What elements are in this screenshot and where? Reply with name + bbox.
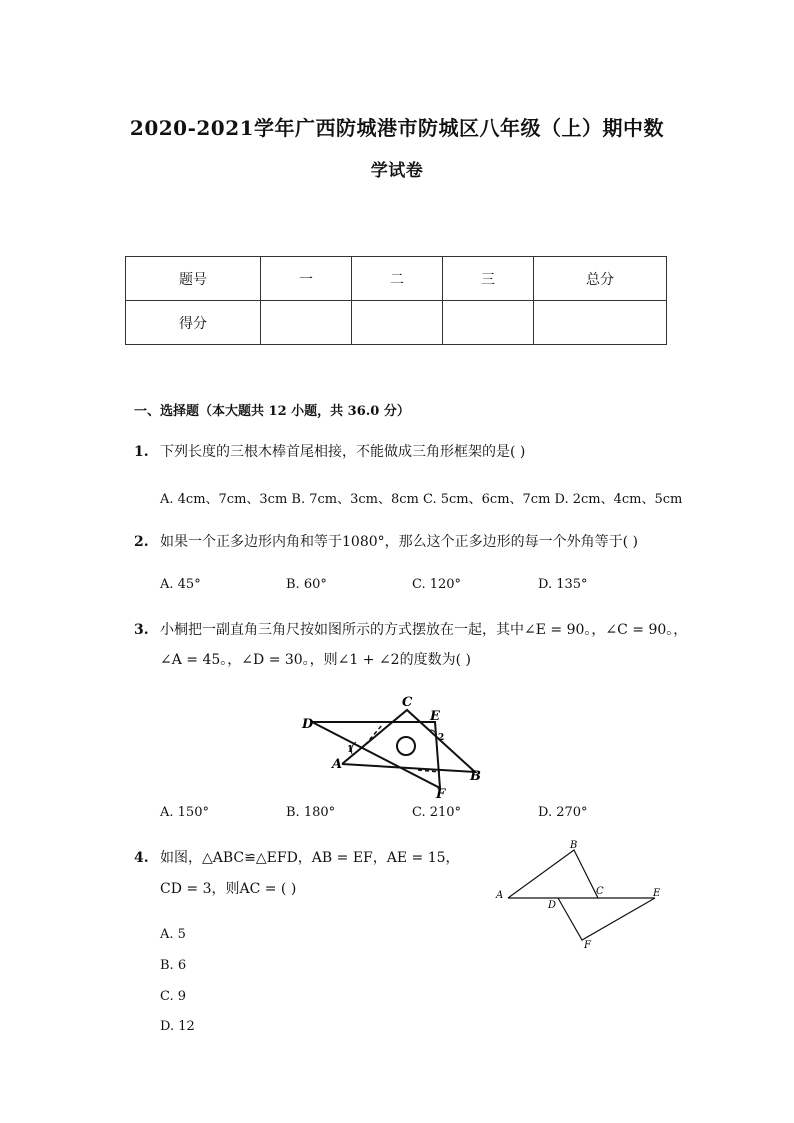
q4-option-a: A. 5 <box>160 927 186 942</box>
q3-number: 3. <box>134 622 149 638</box>
q3-text-line2: ∠A = 45。，∠D = 30。，则∠1 + ∠2的度数为( ) <box>160 652 471 668</box>
q3-label-e: E <box>430 709 440 724</box>
q3-triangle-acb <box>342 710 475 772</box>
q3-figure <box>290 690 490 800</box>
q3-label-d: D <box>302 717 314 732</box>
q2-option-a: A. 45° <box>160 577 201 592</box>
q3-option-b: B. 180° <box>286 805 336 820</box>
q4-option-c: C. 9 <box>160 989 187 1004</box>
q3-circle <box>397 737 415 755</box>
q3-text-line1: 小桐把一副直角三角尺按如图所示的方式摆放在一起，其中∠E = 90。，∠C = 90。， <box>160 622 688 638</box>
paper-title-line2: 学试卷 <box>370 161 424 181</box>
q4-text-line2: CD = 3，则AC = ( ) <box>160 881 297 897</box>
q4-label-a: A <box>496 890 504 901</box>
q2-option-c: C. 120° <box>412 577 462 592</box>
header-cell-part-2: 二 <box>352 257 443 301</box>
q4-figure <box>490 836 670 954</box>
q4-option-b: B. 6 <box>160 958 187 973</box>
q3-label-angle2: 2 <box>438 733 445 743</box>
q1-text: 下列长度的三根木棒首尾相接，不能做成三角形框架的是( ) <box>160 444 526 460</box>
q3-option-c: C. 210° <box>412 805 462 820</box>
section-heading: 一、选择题（本大题共 12 小题，共 36.0 分） <box>134 404 410 419</box>
q4-label-f: F <box>584 940 591 951</box>
q4-option-d: D. 12 <box>160 1019 195 1034</box>
q2-text: 如果一个正多边形内角和等于1080°，那么这个正多边形的每一个外角等于( ) <box>160 534 639 550</box>
q1-options: A. 4cm、7cm、3cm B. 7cm、3cm、8cm C. 5cm、6cm、7cm D. 2cm、4cm、5cm <box>160 492 683 507</box>
q4-number: 4. <box>134 850 149 866</box>
header-cell-part-3: 三 <box>443 257 534 301</box>
q2-number: 2. <box>134 534 149 550</box>
q4-label-d: D <box>548 900 557 911</box>
q1-number: 1. <box>134 444 149 460</box>
q4-triangle-abc <box>508 850 598 898</box>
row-cell-score-label: 得分 <box>126 301 261 345</box>
q3-label-angle1: 1 <box>347 745 354 755</box>
q2-option-d: D. 135° <box>538 577 588 592</box>
q3-label-a: A <box>332 757 343 772</box>
q4-label-e: E <box>653 888 661 899</box>
header-cell-part-1: 一 <box>261 257 352 301</box>
score-cell-part-2 <box>352 301 443 345</box>
paper-title-line1: 2020-2021学年广西防城港市防城区八年级（上）期中数 <box>129 116 665 140</box>
score-cell-part-1 <box>261 301 352 345</box>
q3-label-f: F <box>436 787 446 800</box>
q2-option-b: B. 60° <box>286 577 327 592</box>
score-cell-total <box>534 301 667 345</box>
score-table-header-row <box>126 257 667 301</box>
q3-option-d: D. 270° <box>538 805 588 820</box>
q3-label-c: C <box>402 695 413 710</box>
q4-text-line1: 如图，△ABC≌△EFD，AB = EF，AE = 15， <box>160 850 460 866</box>
header-cell-question-no: 题号 <box>126 257 261 301</box>
q3-label-b: B <box>470 769 481 784</box>
q4-label-c: C <box>596 886 604 897</box>
score-cell-part-3 <box>443 301 534 345</box>
header-cell-total: 总分 <box>534 257 667 301</box>
score-table-score-row <box>126 301 667 345</box>
q4-label-b: B <box>570 840 578 851</box>
q4-triangle-edf <box>558 898 655 940</box>
score-table <box>125 256 667 345</box>
q3-option-a: A. 150° <box>160 805 209 820</box>
